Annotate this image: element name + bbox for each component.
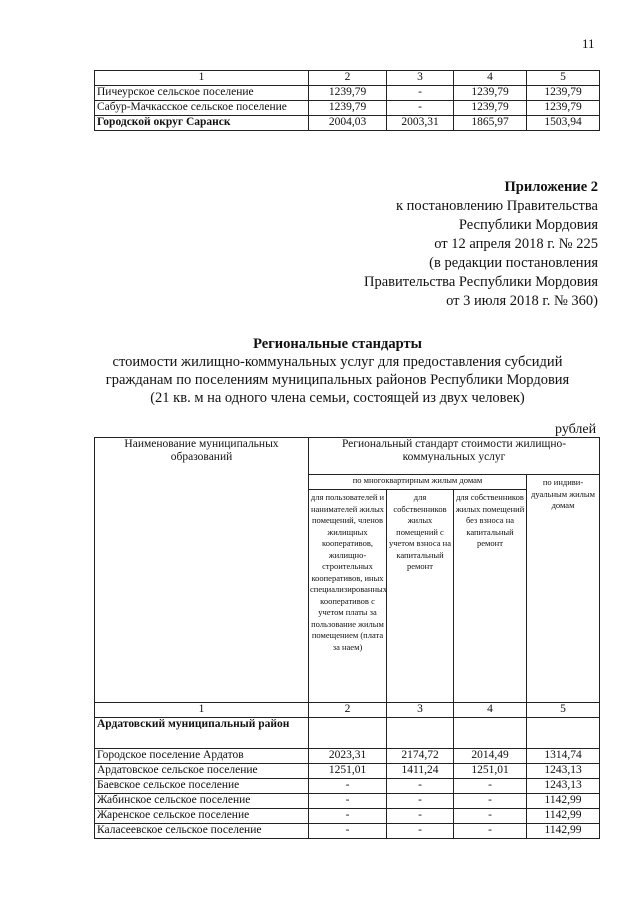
- value-cell: 1239,79: [309, 86, 387, 101]
- column-number-row: [95, 703, 600, 718]
- empty-cell: [387, 718, 454, 749]
- table-row: [95, 824, 600, 839]
- table-row: [95, 749, 600, 764]
- header-sub-col2: для пользователей и нанимателей жилых помещений, членов жилищных кооперативов, жилищно-строительных кооперативов, иных специализированных кооперативов с учетом платы за пользование жилым помещением (плата за наем): [309, 490, 387, 703]
- column-number: 4: [454, 71, 527, 86]
- appendix-block: [300, 178, 598, 311]
- settlement-name: Пичеурское сельское поселение: [95, 86, 309, 101]
- settlement-name: Каласеевское сельское поселение: [95, 824, 309, 839]
- value-cell: -: [387, 824, 454, 839]
- header-name: Наименование муниципальных образований: [95, 438, 309, 703]
- district-name: Ардатовский муниципальный район: [95, 718, 309, 749]
- table-row: [95, 101, 600, 116]
- value-cell: 1503,94: [527, 116, 600, 131]
- settlement-name: Ардатовское сельское поселение: [95, 764, 309, 779]
- column-number: 1: [95, 703, 309, 718]
- table-row: [95, 809, 600, 824]
- table-row: [95, 764, 600, 779]
- appendix-line: от 12 апреля 2018 г. № 225: [434, 236, 598, 252]
- settlement-name: Городское поселение Ардатов: [95, 749, 309, 764]
- header-row: [95, 438, 600, 475]
- value-cell: 1239,79: [454, 101, 527, 116]
- empty-cell: [309, 718, 387, 749]
- value-cell: -: [309, 779, 387, 794]
- value-cell: 1314,74: [527, 749, 600, 764]
- standards-table: [94, 437, 600, 839]
- value-cell: -: [454, 824, 527, 839]
- table-row: [95, 86, 600, 101]
- value-cell: 1251,01: [309, 764, 387, 779]
- value-cell: -: [387, 101, 454, 116]
- appendix-line: Республики Мордовия: [458, 217, 598, 233]
- column-number: 4: [454, 703, 527, 718]
- value-cell: 1243,13: [527, 779, 600, 794]
- value-cell: 1243,13: [527, 764, 600, 779]
- column-number-row: [95, 71, 600, 86]
- value-cell: 2023,31: [309, 749, 387, 764]
- column-number: 3: [387, 71, 454, 86]
- table-row: [95, 779, 600, 794]
- value-cell: 1251,01: [454, 764, 527, 779]
- appendix-title: Приложение 2: [504, 179, 598, 195]
- value-cell: -: [387, 779, 454, 794]
- empty-cell: [527, 718, 600, 749]
- document-subtitle-line: (21 кв. м на одного члена семьи, состоящей из двух человек): [150, 390, 525, 406]
- header-sub-col4: для собственников жилых помещений без взноса на капитальный ремонт: [454, 490, 527, 703]
- appendix-line: (в редакции постановления: [429, 255, 598, 271]
- value-cell: -: [309, 824, 387, 839]
- column-number: 5: [527, 71, 600, 86]
- continued-table: [94, 70, 600, 131]
- value-cell: 1142,99: [527, 794, 600, 809]
- value-cell: -: [454, 794, 527, 809]
- settlement-name: Жабинское сельское поселение: [95, 794, 309, 809]
- currency-label: рублей: [555, 422, 597, 437]
- value-cell: -: [309, 794, 387, 809]
- value-cell: 1142,99: [527, 824, 600, 839]
- page-number: 11: [582, 36, 595, 51]
- value-cell: 1411,24: [387, 764, 454, 779]
- header-apartment: по многоквартирным жилым домам: [309, 475, 527, 490]
- value-cell: -: [454, 809, 527, 824]
- column-number: 2: [309, 703, 387, 718]
- value-cell: -: [387, 809, 454, 824]
- value-cell: 2004,03: [309, 116, 387, 131]
- document-subtitle-line: стоимости жилищно-коммунальных услуг для предоставления субсидий: [112, 354, 563, 370]
- column-number: 1: [95, 71, 309, 86]
- column-number: 3: [387, 703, 454, 718]
- value-cell: -: [309, 809, 387, 824]
- settlement-name: Жаренское сельское поселение: [95, 809, 309, 824]
- table-row: [95, 116, 600, 131]
- value-cell: 1865,97: [454, 116, 527, 131]
- header-individual: по индиви-дуальным жилым домам: [527, 475, 600, 703]
- table-row: [95, 794, 600, 809]
- header-standard: Региональный стандарт стоимости жилищно-коммунальных услуг: [309, 438, 600, 475]
- value-cell: 1239,79: [527, 101, 600, 116]
- column-number: 5: [527, 703, 600, 718]
- settlement-name: Городской округ Саранск: [95, 116, 309, 131]
- settlement-name: Сабур-Мачкасское сельское поселение: [95, 101, 309, 116]
- document-heading: Региональные стандарты: [253, 336, 422, 352]
- value-cell: 1142,99: [527, 809, 600, 824]
- appendix-line: от 3 июля 2018 г. № 360): [446, 293, 598, 309]
- value-cell: -: [387, 86, 454, 101]
- value-cell: 2014,49: [454, 749, 527, 764]
- empty-cell: [454, 718, 527, 749]
- header-sub-col3: для собственников жилых помещений с учетом взноса на капитальный ремонт: [387, 490, 454, 703]
- appendix-line: к постановлению Правительства: [396, 198, 598, 214]
- appendix-line: Правительства Республики Мордовия: [364, 274, 598, 290]
- district-row: [95, 718, 600, 749]
- document-subtitle-line: гражданам по поселениям муниципальных районов Республики Мордовия: [105, 372, 570, 388]
- value-cell: 2003,31: [387, 116, 454, 131]
- column-number: 2: [309, 71, 387, 86]
- value-cell: -: [454, 779, 527, 794]
- value-cell: -: [387, 794, 454, 809]
- value-cell: 1239,79: [527, 86, 600, 101]
- settlement-name: Баевское сельское поселение: [95, 779, 309, 794]
- value-cell: 1239,79: [309, 101, 387, 116]
- document-title: [60, 335, 615, 407]
- value-cell: 1239,79: [454, 86, 527, 101]
- value-cell: 2174,72: [387, 749, 454, 764]
